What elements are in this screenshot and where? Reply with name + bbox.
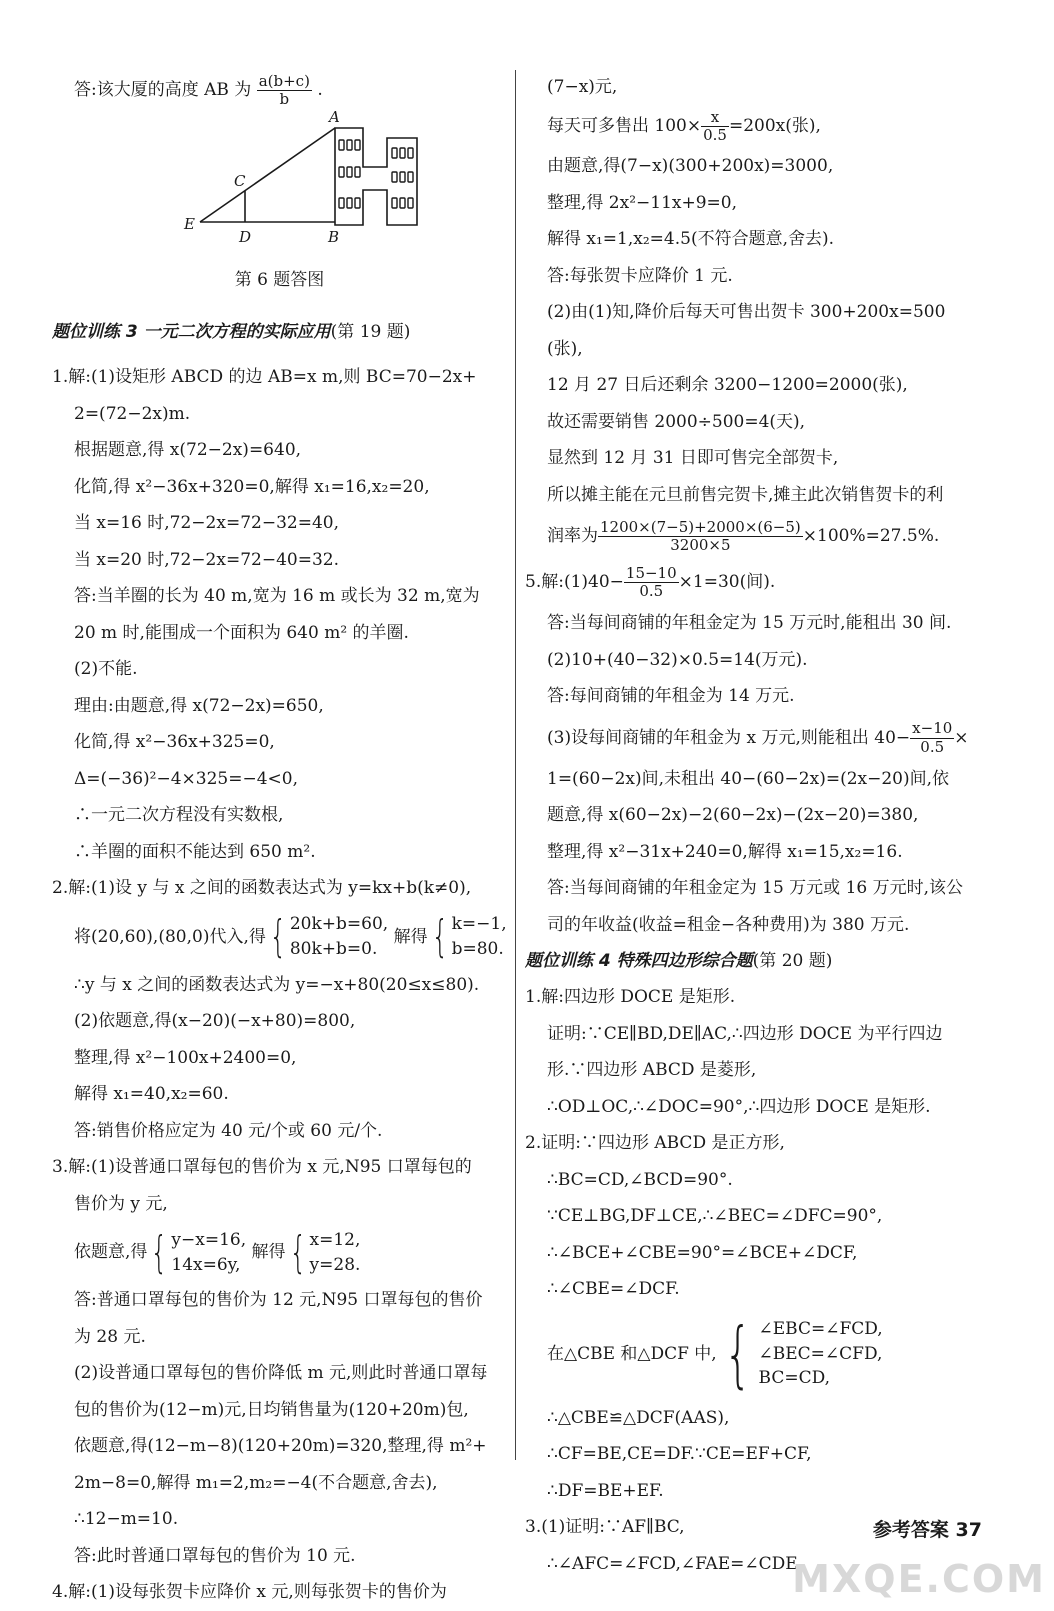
text-line: 解得 x₁=40,x₂=60. [74,1084,229,1104]
answer-6-text: 答:该大厦的高度 AB 为 [74,80,252,100]
label-a: A [328,110,340,126]
text-line: 答:此时普通口罩每包的售价为 10 元. [74,1545,356,1566]
text-line: ∴12−m=10. [74,1509,179,1529]
text-line: 答:普通口罩每包的售价为 12 元,N95 口罩每包的售价 [74,1290,483,1310]
text-line: 答:当羊圈的长为 40 m,宽为 16 m 或长为 32 m,宽为 [74,586,480,606]
text-line: 整理,得 2x²−11x+9=0, [547,192,738,213]
text-line: (2)10+(40−32)×0.5=14(万元). [547,649,808,670]
q5-line-1: 5.解:(1)40− $\frac{15-10}{0.5}$ ×1=30(间). [525,563,776,600]
column-divider [515,70,516,1460]
left-column [52,70,507,1611]
text-line: 包的售价为(12−m)元,日均销售量为(120+20m)包, [74,1399,469,1420]
footer-label: 参考答案 [872,1519,949,1541]
answer-6: 答:该大厦的高度 AB 为 $\frac{a(b+c)}{b}$ . [74,71,323,108]
q5-lines [525,605,990,715]
text-line: 12 月 27 日后还剩余 3200−1200=2000(张), [547,375,908,395]
q4-profit-line: 润率为 $\frac{1200\times(7-5)+2000\times(6-5)}{3200\times 5}$ ×100%=27.5%. [547,517,940,554]
congruence-system: 在△CBE 和△DCF 中, { ∠EBC=∠FCD, ∠BEC=∠CFD, BC=CD, [547,1311,883,1396]
section4-lines [525,979,990,1308]
text-line: 整理,得 x²−100x+2400=0, [74,1047,297,1068]
label-c: C [233,172,245,190]
text-line: ∴OD⊥OC,∴∠DOC=90°,∴四边形 DOCE 是矩形. [547,1096,931,1117]
text-line: 故还需要销售 2000÷500=4(天), [547,411,806,432]
text-line: 整理,得 x²−31x+240=0,解得 x₁=15,x₂=16. [547,841,903,862]
q4-lines [525,148,990,513]
text-line: ∴BC=CD,∠BCD=90°. [547,1169,733,1190]
label-e: E [183,215,195,233]
text-line: Δ=(−36)²−4×325=−4<0, [74,768,298,789]
text-line: ∴DF=BE+EF. [547,1480,664,1501]
text-line: ∴△CBE≌△DCF(AAS), [547,1407,730,1428]
text-line: 20 m 时,能围成一个面积为 640 m² 的羊圈. [74,622,409,643]
text-line: 答:每张贺卡应降价 1 元. [547,265,733,286]
text-line: 化简,得 x²−36x+325=0, [74,732,275,752]
text-line: ∴CF=BE,CE=DF.∵CE=EF+CF, [547,1444,812,1464]
text-line: 由题意,得(7−x)(300+200x)=3000, [547,156,834,176]
text-line: (2)不能. [74,659,138,679]
text-line: 2m−8=0,解得 m₁=2,m₂=−4(不合题意,舍去), [74,1472,438,1493]
figure-caption: 第 6 题答图 [234,270,325,290]
right-column [525,70,990,1582]
text-line: 2=(72−2x)m. [74,403,191,424]
text-line: 2.证明:∵四边形 ABCD 是正方形, [525,1133,785,1153]
text-line: (2)依题意,得(x−20)(−x+80)=800, [74,1011,356,1031]
text-line: 显然到 12 月 31 日即可售完全部贺卡, [547,448,839,468]
text-line: 形.∵四边形 ABCD 是菱形, [547,1060,757,1080]
text-line: 当 x=20 时,72−2x=72−40=32. [74,549,339,570]
q3-system: 依题意,得 { y−x=16, 14x=6y, 解得 { x=12, y=28. [74,1226,361,1278]
text-line: 解得 x₁=1,x₂=4.5(不符合题意,舍去). [547,229,835,249]
q4-cont-lines [525,70,990,104]
page-footer [873,1515,982,1542]
text-line: 售价为 y 元, [74,1193,168,1214]
text-line: 化简,得 x²−36x+320=0,解得 x₁=16,x₂=20, [74,476,430,497]
text-line: ∴∠AFC=∠FCD,∠FAE=∠CDE. [547,1553,804,1574]
text-line: (7−x)元, [547,77,618,97]
text-line: 为 28 元. [74,1326,146,1347]
text-line: 所以摊主能在元旦前售完贺卡,摊主此次销售贺卡的利 [547,484,944,505]
text-line: ∴∠CBE=∠DCF. [547,1279,680,1299]
q1-q2-lines [52,359,507,907]
text-line: 3.解:(1)设普通口罩每包的售价为 x 元,N95 口罩每包的 [52,1157,472,1177]
sight-line [200,128,335,222]
text-line: 4.解:(1)设每张贺卡应降价 x 元,则每张贺卡的售价为 [52,1582,447,1602]
q4-sell-line: 每天可多售出 100× $\frac{x}{0.5}$ =200x(张), [547,107,821,144]
section4-end-lines [525,1400,990,1583]
text-line: 依题意,得(12−m−8)(120+20m)=320,整理,得 m²+ [74,1436,487,1456]
text-line: 1=(60−2x)间,未租出 40−(60−2x)=(2x−20)间,依 [547,768,950,789]
text-line: 司的年收益(收益=租金−各种费用)为 380 万元. [547,914,910,935]
text-line: 当 x=16 时,72−2x=72−32=40, [74,513,339,533]
building-diagram [130,110,430,260]
text-line: ∴∠BCE+∠CBE=90°=∠BCE+∠DCF, [547,1242,858,1263]
page-number: 37 [955,1519,982,1541]
section-3-heading: 题位训练 3 一元二次方程的实际应用(第 19 题) [52,322,411,342]
text-line: (2)由(1)知,降价后每天可售出贺卡 300+200x=500 [547,302,946,322]
text-line: 3.(1)证明:∵AF∥BC, [525,1517,685,1537]
text-line: ∴y 与 x 之间的函数表达式为 y=−x+80(20≤x≤80). [74,974,480,995]
text-line: 理由:由题意,得 x(72−2x)=650, [74,695,324,716]
label-d: D [238,228,251,246]
text-line: 2.解:(1)设 y 与 x 之间的函数表达式为 y=kx+b(k≠0), [52,878,472,898]
text-line: (2)设普通口罩每包的售价降低 m 元,则此时普通口罩每 [74,1363,488,1383]
text-line: ∵CE⊥BG,DF⊥CE,∴∠BEC=∠DFC=90°, [547,1206,883,1226]
figure-6 [52,110,507,295]
text-line: 根据题意,得 x(72−2x)=640, [74,440,302,460]
q5-part3-lines [525,761,990,944]
watermark-logo: MXQE.COM [792,1557,1046,1601]
text-line: 1.解:(1)设矩形 ABCD 的边 AB=x m,则 BC=70−2x+ [52,367,477,387]
text-line: 答:当每间商铺的年租金定为 15 万元时,能租出 30 间. [547,613,952,633]
q3-q4-lines [52,1282,507,1611]
text-line: 答:销售价格应定为 40 元/个或 60 元/个. [74,1120,383,1141]
text-line: ∴羊圈的面积不能达到 650 m². [74,841,316,862]
text-line: ∴一元二次方程没有实数根, [74,805,284,825]
text-line: 题意,得 x(60−2x)−2(60−2x)−(2x−20)=380, [547,805,919,825]
q2-q3-lines [52,967,507,1223]
section-4-heading: 题位训练 4 特殊四边形综合题(第 20 题) [525,951,833,971]
text-line: 证明:∵CE∥BD,DE∥AC,∴四边形 DOCE 为平行四边 [547,1023,943,1044]
q5-part3-line: (3)设每间商铺的年租金为 x 万元,则能租出 40− $\frac{x-10}{0.5}$ × [547,719,969,756]
text-line: 答:当每间商铺的年租金定为 15 万元或 16 万元时,该公 [547,878,964,898]
label-b: B [327,228,339,246]
text-line: 1.解:四边形 DOCE 是矩形. [525,987,736,1007]
text-line: (张), [547,338,583,359]
q2-system: 将(20,60),(80,0)代入,得 { 20k+b=60, 80k+b=0. 解得 { k=−1, b=80. [74,911,507,962]
answer-6-fraction: $\frac{a(b+c)}{b}$ [258,71,310,108]
text-line: 答:每间商铺的年租金为 14 万元. [547,686,795,706]
